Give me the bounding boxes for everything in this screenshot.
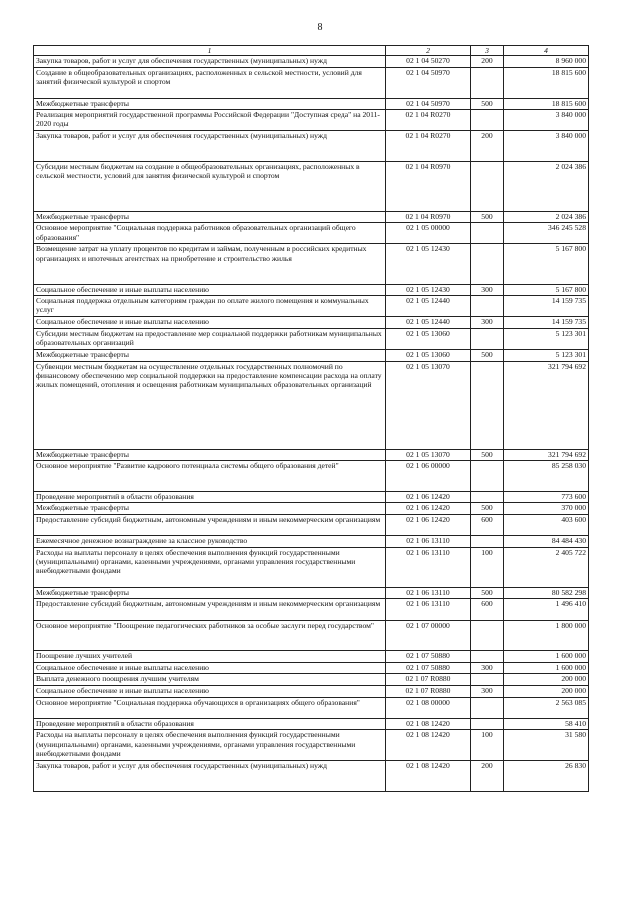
row-expense-type — [471, 244, 504, 284]
row-name: Основное мероприятие "Поощрение педагогических работников за особые заслуги перед государством" — [34, 620, 386, 651]
row-name: Социальное обеспечение и иные выплаты населению — [34, 662, 386, 674]
row-name: Закупка товаров, работ и услуг для обеспечения государственных (муниципальных) нужд — [34, 56, 386, 68]
row-expense-type — [471, 620, 504, 651]
row-name: Межбюджетные трансферты — [34, 211, 386, 223]
row-code: 02 1 06 00000 — [386, 461, 471, 492]
row-expense-type — [471, 674, 504, 686]
table-row — [34, 761, 589, 792]
table-row — [34, 718, 589, 730]
row-code: 02 1 05 13070 — [386, 361, 471, 449]
table-row — [34, 284, 589, 296]
row-name: Проведение мероприятий в области образования — [34, 718, 386, 730]
row-code: 02 1 05 00000 — [386, 223, 471, 244]
table-row — [34, 686, 589, 698]
row-name: Межбюджетные трансферты — [34, 503, 386, 515]
row-code: 02 1 07 R0880 — [386, 686, 471, 698]
row-name: Предоставление субсидий бюджетным, автономным учреждениям и иным некоммерческим организациям — [34, 599, 386, 620]
table-row — [34, 161, 589, 211]
row-sum: 14 159 735 — [504, 296, 589, 317]
row-code: 02 1 07 R0880 — [386, 674, 471, 686]
row-expense-type: 300 — [471, 284, 504, 296]
header-col-name: 1 — [34, 46, 386, 56]
row-code: 02 1 08 12420 — [386, 718, 471, 730]
row-name: Поощрение лучших учителей — [34, 651, 386, 663]
row-code: 02 1 04 R0270 — [386, 110, 471, 131]
row-expense-type: 600 — [471, 599, 504, 620]
row-sum: 2 563 085 — [504, 697, 589, 718]
row-sum: 321 794 692 — [504, 361, 589, 449]
row-sum: 1 800 000 — [504, 620, 589, 651]
row-name: Основное мероприятие "Социальная поддержка работников образовательных организаций общего образования" — [34, 223, 386, 244]
table-row — [34, 587, 589, 599]
row-code: 02 1 05 12430 — [386, 244, 471, 284]
row-name: Социальное обеспечение и иные выплаты населению — [34, 317, 386, 329]
header-col-code: 2 — [386, 46, 471, 56]
row-name: Проведение мероприятий в области образования — [34, 491, 386, 503]
row-code: 02 1 06 13110 — [386, 599, 471, 620]
row-expense-type: 300 — [471, 662, 504, 674]
row-code: 02 1 06 13110 — [386, 547, 471, 587]
row-sum: 346 245 528 — [504, 223, 589, 244]
row-expense-type: 500 — [471, 98, 504, 110]
table-row — [34, 110, 589, 131]
row-code: 02 1 06 13110 — [386, 587, 471, 599]
row-code: 02 1 08 12420 — [386, 730, 471, 761]
row-name: Межбюджетные трансферты — [34, 349, 386, 361]
row-sum: 18 815 600 — [504, 67, 589, 98]
table-row — [34, 296, 589, 317]
table-row — [34, 651, 589, 663]
row-code: 02 1 05 13070 — [386, 449, 471, 461]
row-name: Субвенции местным бюджетам на осуществление отдельных государственных полномочий по финансовому обеспечению мер социальной поддержки на предоставление компенсации расхода на оплату жилых помещений, отопления и освещения работникам муниципальных образовательных организаций — [34, 361, 386, 449]
table-row — [34, 599, 589, 620]
row-sum: 5 123 301 — [504, 349, 589, 361]
row-sum: 85 258 030 — [504, 461, 589, 492]
row-sum: 1 600 000 — [504, 662, 589, 674]
row-sum: 5 123 301 — [504, 328, 589, 349]
row-expense-type — [471, 296, 504, 317]
table-row — [34, 730, 589, 761]
row-sum: 2 024 386 — [504, 211, 589, 223]
row-name: Субсидии местным бюджетам на предоставление мер социальной поддержки работникам муниципальных образовательных организаций — [34, 328, 386, 349]
row-code: 02 1 05 12440 — [386, 296, 471, 317]
row-expense-type — [471, 461, 504, 492]
table-row — [34, 361, 589, 449]
row-code: 02 1 04 50970 — [386, 67, 471, 98]
row-code: 02 1 07 50880 — [386, 651, 471, 663]
row-code: 02 1 06 13110 — [386, 536, 471, 548]
row-name: Межбюджетные трансферты — [34, 587, 386, 599]
row-expense-type: 200 — [471, 131, 504, 162]
table-row — [34, 317, 589, 329]
row-sum: 3 840 000 — [504, 110, 589, 131]
row-code: 02 1 04 50270 — [386, 56, 471, 68]
table-row — [34, 620, 589, 651]
row-sum: 58 410 — [504, 718, 589, 730]
row-code: 02 1 06 12420 — [386, 503, 471, 515]
table-row — [34, 131, 589, 162]
table-row — [34, 674, 589, 686]
row-expense-type: 200 — [471, 56, 504, 68]
row-expense-type: 100 — [471, 547, 504, 587]
row-name: Субсидии местным бюджетам на создание в общеобразовательных организациях, расположенных в сельской местности, условий для занятия физической культурой и спортом — [34, 161, 386, 211]
row-name: Закупка товаров, работ и услуг для обеспечения государственных (муниципальных) нужд — [34, 131, 386, 162]
header-row — [34, 46, 589, 56]
table-row — [34, 503, 589, 515]
row-expense-type: 500 — [471, 449, 504, 461]
table-row — [34, 461, 589, 492]
row-name: Основное мероприятие "Развитие кадрового потенциала системы общего образования детей" — [34, 461, 386, 492]
table-row — [34, 67, 589, 98]
row-sum: 3 840 000 — [504, 131, 589, 162]
row-expense-type — [471, 718, 504, 730]
row-expense-type — [471, 223, 504, 244]
row-name: Расходы на выплаты персоналу в целях обеспечения выполнения функций государственными (муниципальными) органами, казенными учреждениями, органами управления государственными внебюджетными фондами — [34, 730, 386, 761]
table-row — [34, 515, 589, 536]
row-code: 02 1 06 12420 — [386, 491, 471, 503]
row-sum: 8 960 000 — [504, 56, 589, 68]
row-name: Ежемесячное денежное вознаграждение за классное руководство — [34, 536, 386, 548]
row-expense-type — [471, 491, 504, 503]
row-code: 02 1 04 50970 — [386, 98, 471, 110]
row-sum: 84 484 430 — [504, 536, 589, 548]
row-sum: 5 167 800 — [504, 284, 589, 296]
row-sum: 403 600 — [504, 515, 589, 536]
row-sum: 31 580 — [504, 730, 589, 761]
row-name: Основное мероприятие "Социальная поддержка обучающихся в организациях общего образования" — [34, 697, 386, 718]
row-name: Социальное обеспечение и иные выплаты населению — [34, 284, 386, 296]
budget-table — [33, 45, 589, 792]
row-sum: 80 582 298 — [504, 587, 589, 599]
table-row — [34, 662, 589, 674]
row-code: 02 1 07 50880 — [386, 662, 471, 674]
row-name: Межбюджетные трансферты — [34, 449, 386, 461]
row-sum: 2 024 386 — [504, 161, 589, 211]
row-code: 02 1 05 12440 — [386, 317, 471, 329]
row-sum: 200 000 — [504, 674, 589, 686]
row-name: Расходы на выплаты персоналу в целях обеспечения выполнения функций государственными (муниципальными) органами, казенными учреждениями, органами управления государственными внебюджетными фондами — [34, 547, 386, 587]
row-sum: 5 167 800 — [504, 244, 589, 284]
row-expense-type — [471, 651, 504, 663]
row-name: Социальная поддержка отдельным категориям граждан по оплате жилого помещения и коммунальных услуг — [34, 296, 386, 317]
row-sum: 1 496 410 — [504, 599, 589, 620]
row-expense-type — [471, 697, 504, 718]
row-expense-type: 600 — [471, 515, 504, 536]
row-code: 02 1 07 00000 — [386, 620, 471, 651]
row-sum: 14 159 735 — [504, 317, 589, 329]
row-sum: 2 405 722 — [504, 547, 589, 587]
row-name: Предоставление субсидий бюджетным, автономным учреждениям и иным некоммерческим организациям — [34, 515, 386, 536]
table-row — [34, 244, 589, 284]
row-name: Реализация мероприятий государственной программы Российской Федерации "Доступная среда" на 2011-2020 годы — [34, 110, 386, 131]
row-code: 02 1 08 00000 — [386, 697, 471, 718]
row-code: 02 1 08 12420 — [386, 761, 471, 792]
table-row — [34, 211, 589, 223]
row-sum: 26 830 — [504, 761, 589, 792]
header-col-sum: 4 — [504, 46, 589, 56]
row-sum: 370 000 — [504, 503, 589, 515]
table-row — [34, 328, 589, 349]
row-expense-type: 300 — [471, 317, 504, 329]
row-code: 02 1 05 13060 — [386, 349, 471, 361]
table-row — [34, 547, 589, 587]
row-expense-type: 200 — [471, 761, 504, 792]
table-row — [34, 697, 589, 718]
row-code: 02 1 05 13060 — [386, 328, 471, 349]
row-sum: 1 600 000 — [504, 651, 589, 663]
table-row — [34, 449, 589, 461]
row-name: Социальное обеспечение и иные выплаты населению — [34, 686, 386, 698]
row-sum: 321 794 692 — [504, 449, 589, 461]
row-expense-type: 300 — [471, 686, 504, 698]
row-code: 02 1 06 12420 — [386, 515, 471, 536]
row-expense-type — [471, 67, 504, 98]
table-row — [34, 98, 589, 110]
table-row — [34, 349, 589, 361]
row-expense-type: 500 — [471, 349, 504, 361]
row-expense-type — [471, 110, 504, 131]
row-expense-type — [471, 161, 504, 211]
row-sum: 773 600 — [504, 491, 589, 503]
row-name: Создание в общеобразовательных организациях, расположенных в сельской местности, условий для занятий физической культурой и спортом — [34, 67, 386, 98]
row-name: Закупка товаров, работ и услуг для обеспечения государственных (муниципальных) нужд — [34, 761, 386, 792]
table-row — [34, 536, 589, 548]
page-number: 8 — [317, 22, 323, 33]
row-code: 02 1 04 R0970 — [386, 211, 471, 223]
row-sum: 18 815 600 — [504, 98, 589, 110]
row-expense-type: 500 — [471, 211, 504, 223]
table-row — [34, 491, 589, 503]
row-expense-type — [471, 361, 504, 449]
row-code: 02 1 04 R0270 — [386, 131, 471, 162]
row-name: Выплата денежного поощрения лучшим учителям — [34, 674, 386, 686]
row-expense-type: 100 — [471, 730, 504, 761]
row-code: 02 1 04 R0970 — [386, 161, 471, 211]
row-sum: 200 000 — [504, 686, 589, 698]
table-row — [34, 223, 589, 244]
header-col-type: 3 — [471, 46, 504, 56]
row-expense-type — [471, 536, 504, 548]
row-expense-type: 500 — [471, 587, 504, 599]
row-code: 02 1 05 12430 — [386, 284, 471, 296]
row-expense-type: 500 — [471, 503, 504, 515]
row-name: Межбюджетные трансферты — [34, 98, 386, 110]
row-name: Возмещение затрат на уплату процентов по кредитам и займам, полученным в российских кредитных организациях и ипотечных агентствах на приобретение и строительство жилья — [34, 244, 386, 284]
table-row — [34, 56, 589, 68]
row-expense-type — [471, 328, 504, 349]
